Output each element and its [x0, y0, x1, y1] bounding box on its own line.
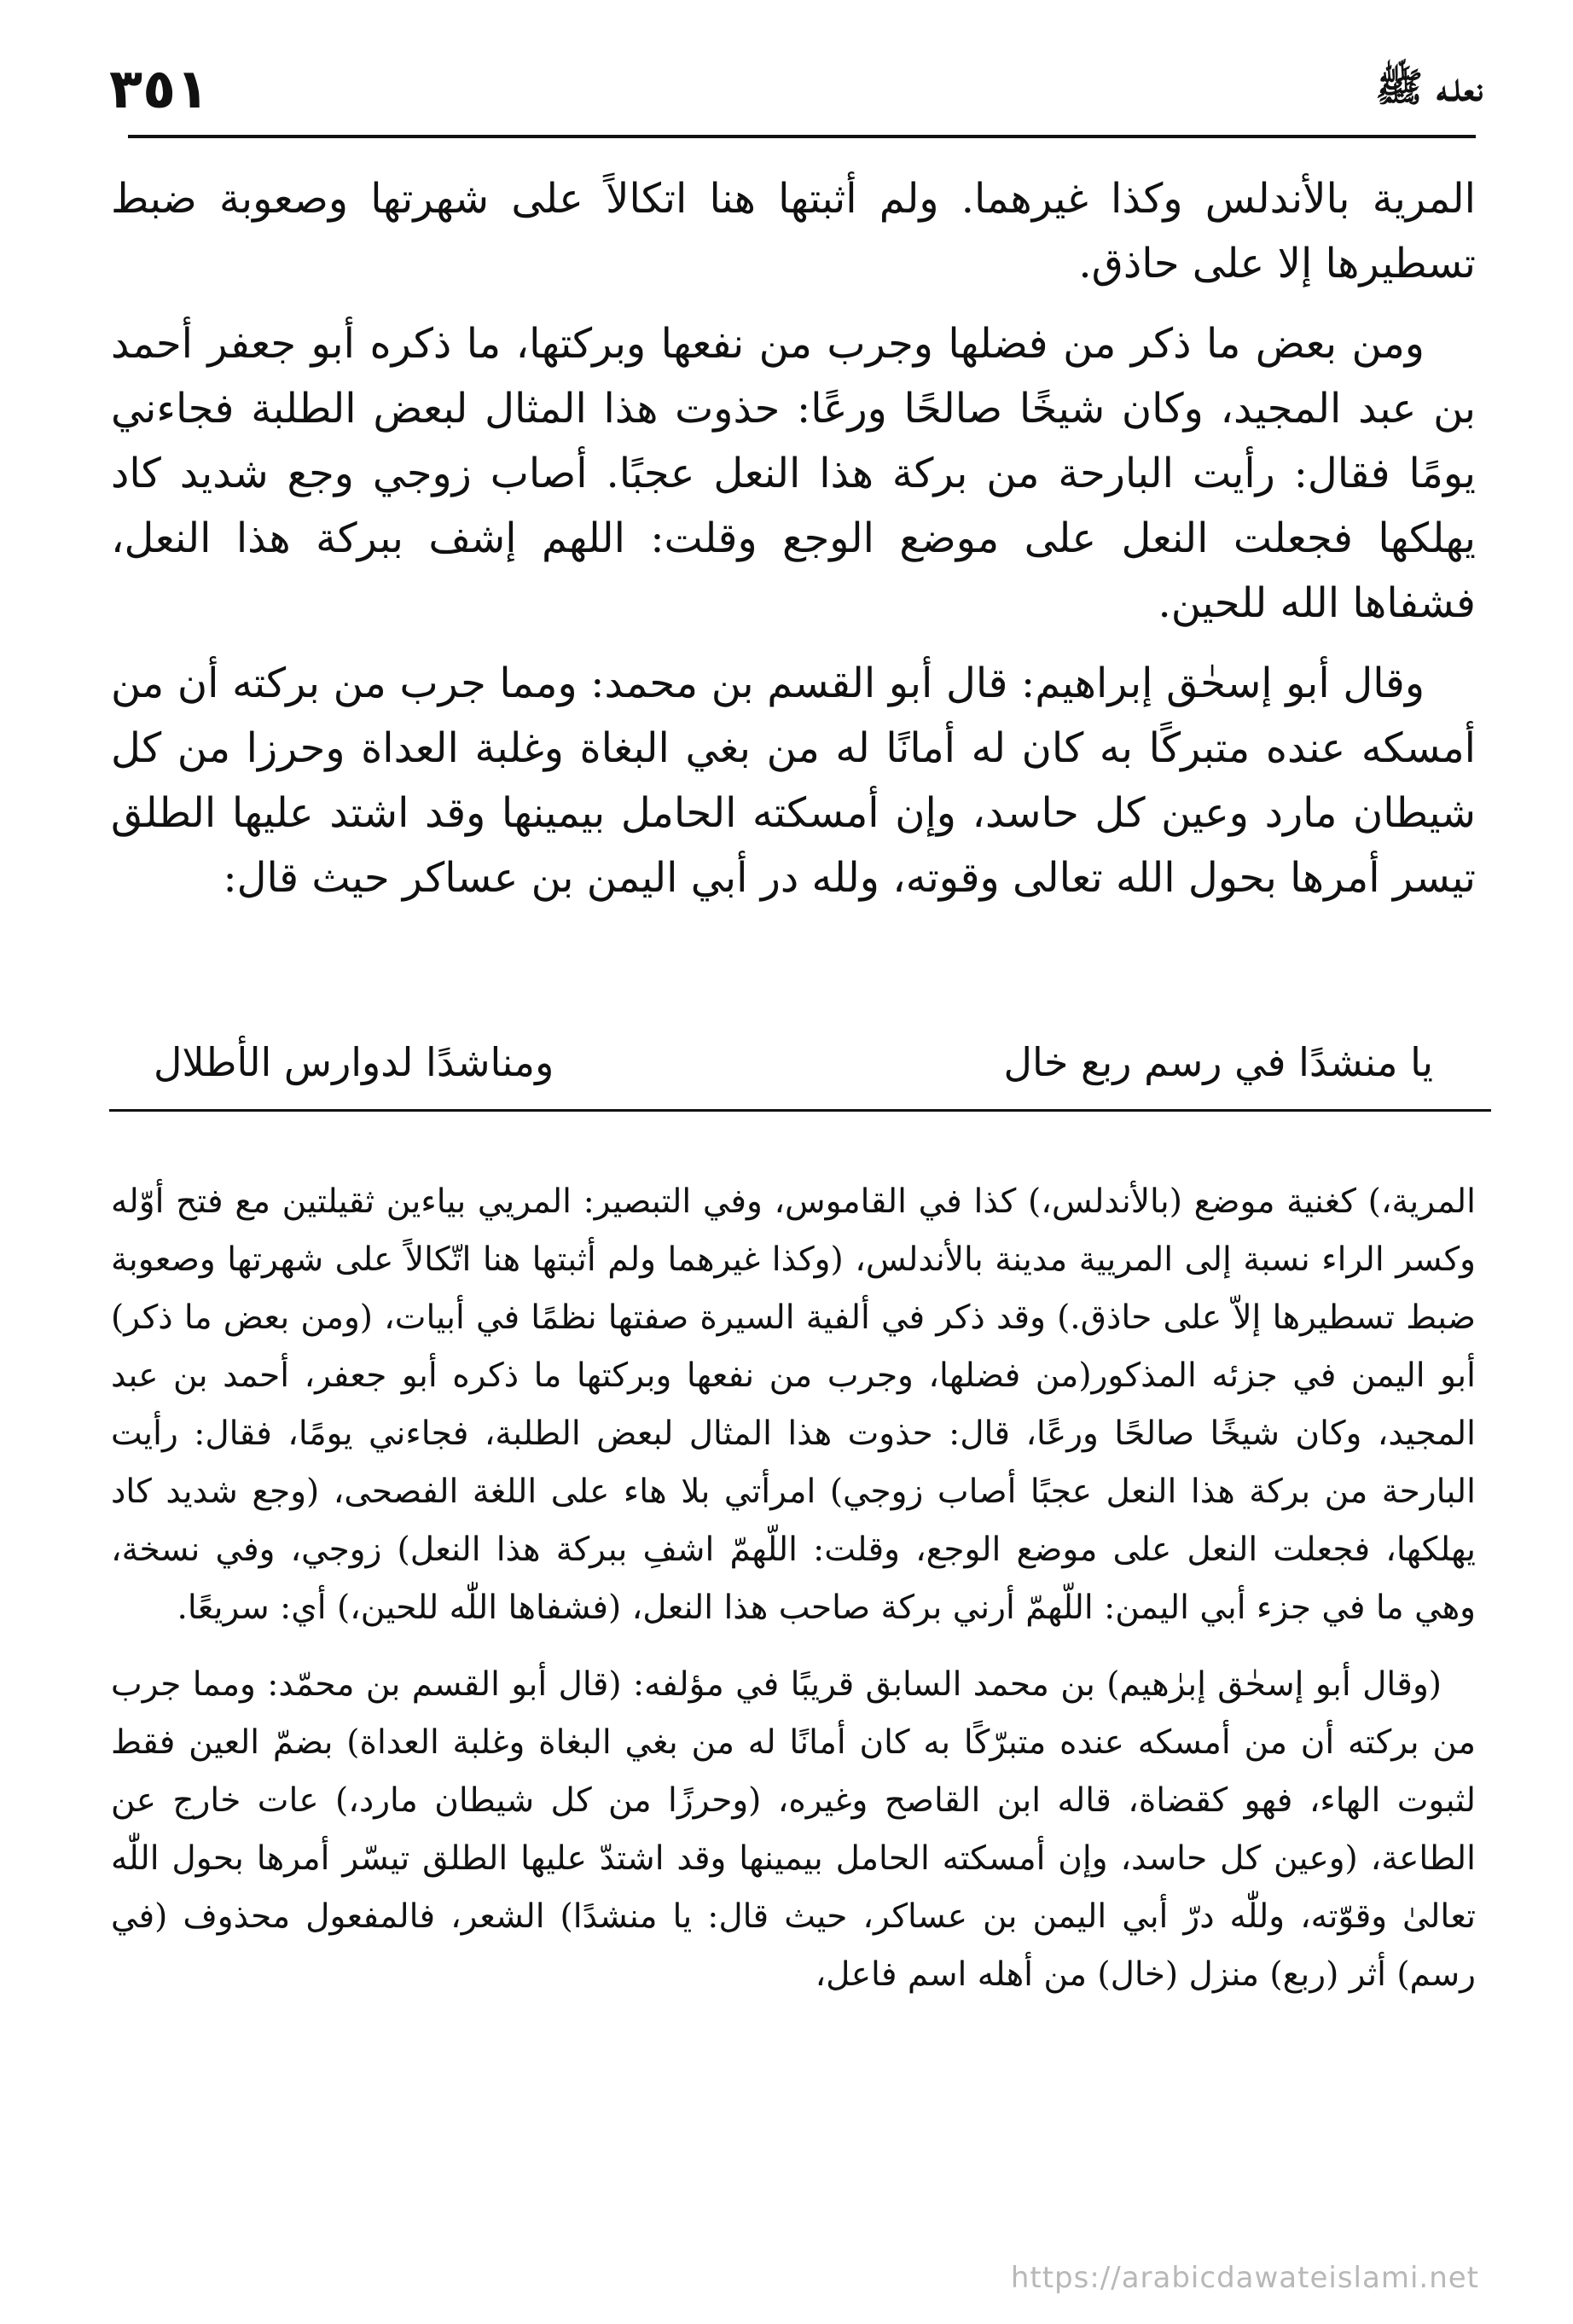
verse-second-hemistich: ومناشدًا لدوارس الأطلال	[154, 1039, 554, 1085]
page-number: ٣٥١	[109, 58, 210, 121]
page-header	[109, 51, 1483, 137]
main-paragraph: ومن بعض ما ذكر من فضلها وجرب من نفعها وبركتها، ما ذكره أبو جعفر أحمد بن عبد المجيد، وكان شيخًا صالحًا ورعًا: حذوت هذا المثال لبعض الطلبة فجاءني يومًا فقال: رأيت البارحة من بركة هذا النعل عجبًا. أصاب زوجي وجع شديد كاد يهلكها فجعلت النعل على موضع الوجع وقلت: اللهم إشف ببركة هذا النعل، فشفاها الله للحين.	[111, 320, 1477, 627]
main-paragraph: المرية بالأندلس وكذا غيرهما. ولم أثبتها هنا اتكالاً على شهرتها وصعوبة ضبط تسطيرها إلا على حاذق.	[111, 175, 1476, 288]
running-title: نعلـه ﷺ	[1375, 64, 1483, 110]
commentary-paragraph: (وقال أبو إسحٰق إبرٰهيم) بن محمد السابق قريبًا في مؤلفه: (قال أبو القسم بن محمّد: ومما جرب من بركته أن من أمسكه عنده متبرّكًا به كان أمانًا له من بغي البغاة وغلبة العداة) بضمّ العين فقط لثبوت الهاء، فهو كقضاة، قاله ابن القاصح وغيره، (وحرزًا من كل شيطان مارد،) عات خارج عن الطاعة، (وعين كل حاسد، وإن أمسكته الحامل بيمينها وقد اشتدّ عليها الطلق تيسّر أمرها بحول اللّٰه تعالىٰ وقوّته، وللّٰه درّ أبي اليمن بن عساكر، حيث قال: يا منشدًا) الشعر، فالمفعول محذوف (في رسم) أثر (ربع) منزل (خال) من أهله اسم فاعل،	[111, 1665, 1476, 1994]
commentary-divider	[109, 1109, 1491, 1112]
header-divider	[128, 135, 1476, 138]
watermark-url: https://arabicdawateislami.net	[1010, 2261, 1479, 2295]
commentary-block	[111, 1173, 1476, 2023]
main-text-block	[111, 166, 1476, 926]
verse-first-hemistich: يا منشدًا في رسم ربع خال	[1003, 1039, 1433, 1085]
poetry-verse	[154, 1028, 1433, 1096]
main-paragraph: وقال أبو إسحٰق إبراهيم: قال أبو القسم بن محمد: ومما جرب من بركته أن من أمسكه عنده متبركًا به كان له أمانًا له من بغي البغاة وغلبة العداة وحرزا من كل شيطان مارد وعين كل حاسد، وإن أمسكته الحامل بيمينها وقد اشتد عليها الطلق تيسر أمرها بحول الله تعالى وقوته، ولله در أبي اليمن بن عساكر حيث قال:	[111, 659, 1476, 902]
commentary-paragraph: المرية،) كغنية موضع (بالأندلس،) كذا في القاموس، وفي التبصير: المريي بياءين ثقيلتين مع فتح أوّله وكسر الراء نسبة إلى المريية مدينة بالأندلس، (وكذا غيرهما ولم أثبتها هنا اتّكالاً على شهرتها وصعوبة ضبط تسطيرها إلاّ على حاذق.) وقد ذكر في ألفية السيرة صفتها نظمًا في أبيات، (ومن بعض ما ذكر) أبو اليمن في جزئه المذكور(من فضلها، وجرب من نفعها وبركتها ما ذكره أبو جعفر، أحمد بن عبد المجيد، وكان شيخًا صالحًا ورعًا، قال: حذوت هذا المثال لبعض الطلبة، فجاءني يومًا، فقال: رأيت البارحة من بركة هذا النعل عجبًا أصاب زوجي) امرأتي بلا هاء على اللغة الفصحى، (وجع شديد كاد يهلكها، فجعلت النعل على موضع الوجع، وقلت: اللّهمّ اشفِ ببركة هذا النعل) زوجي، وفي نسخة، وهي ما في جزء أبي اليمن: اللّهمّ أرني بركة صاحب هذا النعل، (فشفاها اللّٰه للحين،) أي: سريعًا.	[111, 1182, 1476, 1627]
